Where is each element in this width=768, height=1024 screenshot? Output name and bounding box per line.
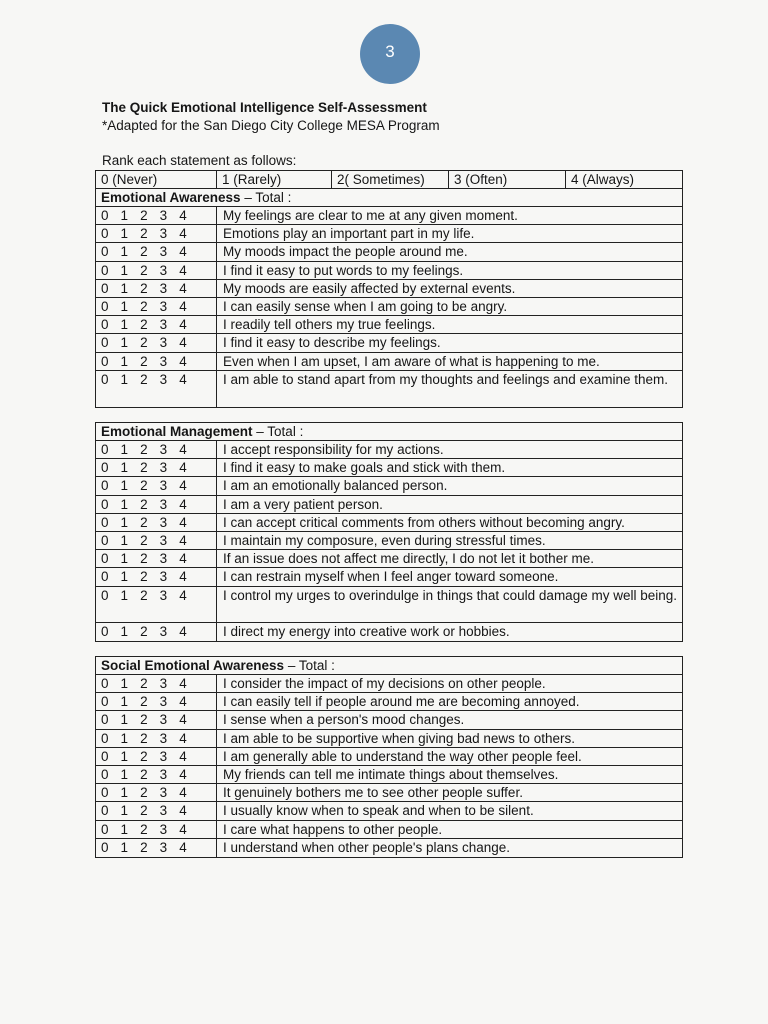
score-options[interactable]: 0 1 2 3 4 (96, 730, 217, 747)
section-emotional-awareness (95, 188, 683, 408)
section-emotional-management (95, 422, 683, 642)
section-name: Social Emotional Awareness (101, 658, 285, 673)
statement-text: I control my urges to overindulge in things that could damage my well being. (223, 587, 677, 603)
rating-scale-table (95, 170, 683, 189)
score-options[interactable]: 0 1 2 3 4 (96, 839, 217, 857)
section-name: Emotional Management (101, 424, 253, 439)
score-options[interactable]: 0 1 2 3 4 (96, 587, 217, 622)
table-row (96, 441, 682, 459)
statement-text: My feelings are clear to me at any given moment. (223, 208, 518, 223)
score-options[interactable]: 0 1 2 3 4 (96, 371, 217, 407)
statement-text: Even when I am upset, I am aware of what is happening to me. (223, 353, 600, 369)
statement-text: Emotions play an important part in my life. (223, 226, 475, 242)
table-row (96, 243, 682, 261)
table-row (96, 459, 682, 477)
statement-text: It genuinely bothers me to see other people suffer. (223, 785, 523, 801)
table-row (96, 280, 682, 298)
score-options[interactable]: 0 1 2 3 4 (96, 802, 217, 819)
table-row (96, 477, 682, 495)
statement-text: I accept responsibility for my actions. (223, 442, 444, 457)
table-row (96, 623, 682, 641)
statement-text: I am able to stand apart from my thoughts and feelings and examine them. (223, 371, 668, 387)
table-row (96, 766, 682, 784)
section-header (96, 189, 682, 207)
statement-text: My moods impact the people around me. (223, 244, 468, 260)
statement-text: I can accept critical comments from others without becoming angry. (223, 514, 625, 530)
table-row (96, 353, 682, 371)
score-options[interactable]: 0 1 2 3 4 (96, 207, 217, 224)
table-row (96, 316, 682, 334)
table-row (96, 748, 682, 766)
table-row (96, 730, 682, 748)
statement-text: I care what happens to other people. (223, 821, 443, 837)
scale-sometimes: 2( Sometimes) (332, 171, 449, 188)
statement-text: I can restrain myself when I feel anger toward someone. (223, 569, 559, 585)
score-options[interactable]: 0 1 2 3 4 (96, 316, 217, 333)
table-row (96, 207, 682, 225)
section-name: Emotional Awareness (101, 190, 241, 205)
statement-text: I can easily tell if people around me are becoming annoyed. (223, 694, 580, 710)
score-options[interactable]: 0 1 2 3 4 (96, 693, 217, 710)
score-options[interactable]: 0 1 2 3 4 (96, 459, 217, 476)
score-options[interactable]: 0 1 2 3 4 (96, 821, 217, 838)
statement-text: I consider the impact of my decisions on other people. (223, 676, 546, 691)
score-options[interactable]: 0 1 2 3 4 (96, 262, 217, 279)
table-row (96, 298, 682, 316)
statement-text: I readily tell others my true feelings. (223, 317, 436, 333)
statement-text: I sense when a person's mood changes. (223, 712, 465, 728)
statement-text: My moods are easily affected by external events. (223, 280, 516, 296)
statement-text: I find it easy to make goals and stick with them. (223, 460, 506, 476)
statement-text: I am able to be supportive when giving bad news to others. (223, 730, 575, 746)
score-options[interactable]: 0 1 2 3 4 (96, 225, 217, 242)
score-options[interactable]: 0 1 2 3 4 (96, 353, 217, 370)
table-row (96, 711, 682, 729)
table-row (96, 587, 682, 623)
section-header (96, 657, 682, 675)
score-options[interactable]: 0 1 2 3 4 (96, 766, 217, 783)
score-options[interactable]: 0 1 2 3 4 (96, 568, 217, 585)
total-label: – Total : (240, 190, 292, 205)
table-row (96, 568, 682, 586)
score-options[interactable]: 0 1 2 3 4 (96, 334, 217, 351)
page-title: The Quick Emotional Intelligence Self-Assessment (102, 100, 427, 115)
section-social-emotional-awareness (95, 656, 683, 858)
statement-text: I understand when other people's plans change. (223, 839, 511, 855)
table-row (96, 334, 682, 352)
statement-text: I am generally able to understand the way other people feel. (223, 748, 582, 764)
score-options[interactable]: 0 1 2 3 4 (96, 441, 217, 458)
score-options[interactable]: 0 1 2 3 4 (96, 623, 217, 641)
statement-text: I usually know when to speak and when to be silent. (223, 803, 534, 819)
scale-often: 3 (Often) (449, 171, 566, 188)
table-row (96, 693, 682, 711)
statement-text: I can easily sense when I am going to be angry. (223, 298, 508, 314)
table-row (96, 532, 682, 550)
score-options[interactable]: 0 1 2 3 4 (96, 711, 217, 728)
table-row (96, 225, 682, 243)
total-label: – Total : (284, 658, 335, 673)
table-row (96, 839, 682, 857)
score-options[interactable]: 0 1 2 3 4 (96, 532, 217, 549)
score-options[interactable]: 0 1 2 3 4 (96, 243, 217, 260)
table-row (96, 371, 682, 407)
statement-text: I find it easy to describe my feelings. (223, 335, 441, 351)
table-row (96, 821, 682, 839)
score-options[interactable]: 0 1 2 3 4 (96, 280, 217, 297)
score-options[interactable]: 0 1 2 3 4 (96, 298, 217, 315)
table-row (96, 802, 682, 820)
score-options[interactable]: 0 1 2 3 4 (96, 748, 217, 765)
table-row (96, 514, 682, 532)
statement-text: If an issue does not affect me directly, I do not let it bother me. (223, 551, 594, 567)
table-row (96, 784, 682, 802)
score-options[interactable]: 0 1 2 3 4 (96, 675, 217, 692)
table-row (96, 262, 682, 280)
scale-never: 0 (Never) (96, 171, 217, 188)
statement-text: I find it easy to put words to my feelings. (223, 262, 464, 278)
score-options[interactable]: 0 1 2 3 4 (96, 784, 217, 801)
scale-rarely: 1 (Rarely) (217, 171, 332, 188)
table-row (96, 496, 682, 514)
score-options[interactable]: 0 1 2 3 4 (96, 550, 217, 567)
total-label: – Total : (252, 424, 304, 439)
table-row (96, 675, 682, 693)
score-options[interactable]: 0 1 2 3 4 (96, 477, 217, 494)
score-options[interactable]: 0 1 2 3 4 (96, 496, 217, 513)
rank-instruction: Rank each statement as follows: (102, 153, 297, 168)
scale-always: 4 (Always) (571, 172, 635, 187)
statement-text: My friends can tell me intimate things about themselves. (223, 766, 559, 782)
table-row (96, 550, 682, 568)
statement-text: I am an emotionally balanced person. (223, 478, 448, 494)
page-subtitle: *Adapted for the San Diego City College MESA Program (102, 118, 440, 133)
statement-text: I maintain my composure, even during stressful times. (223, 532, 546, 548)
page-number-badge: 3 (360, 24, 420, 84)
statement-text: I direct my energy into creative work or hobbies. (223, 623, 510, 639)
statement-text: I am a very patient person. (223, 496, 383, 512)
score-options[interactable]: 0 1 2 3 4 (96, 514, 217, 531)
section-header (96, 423, 682, 441)
